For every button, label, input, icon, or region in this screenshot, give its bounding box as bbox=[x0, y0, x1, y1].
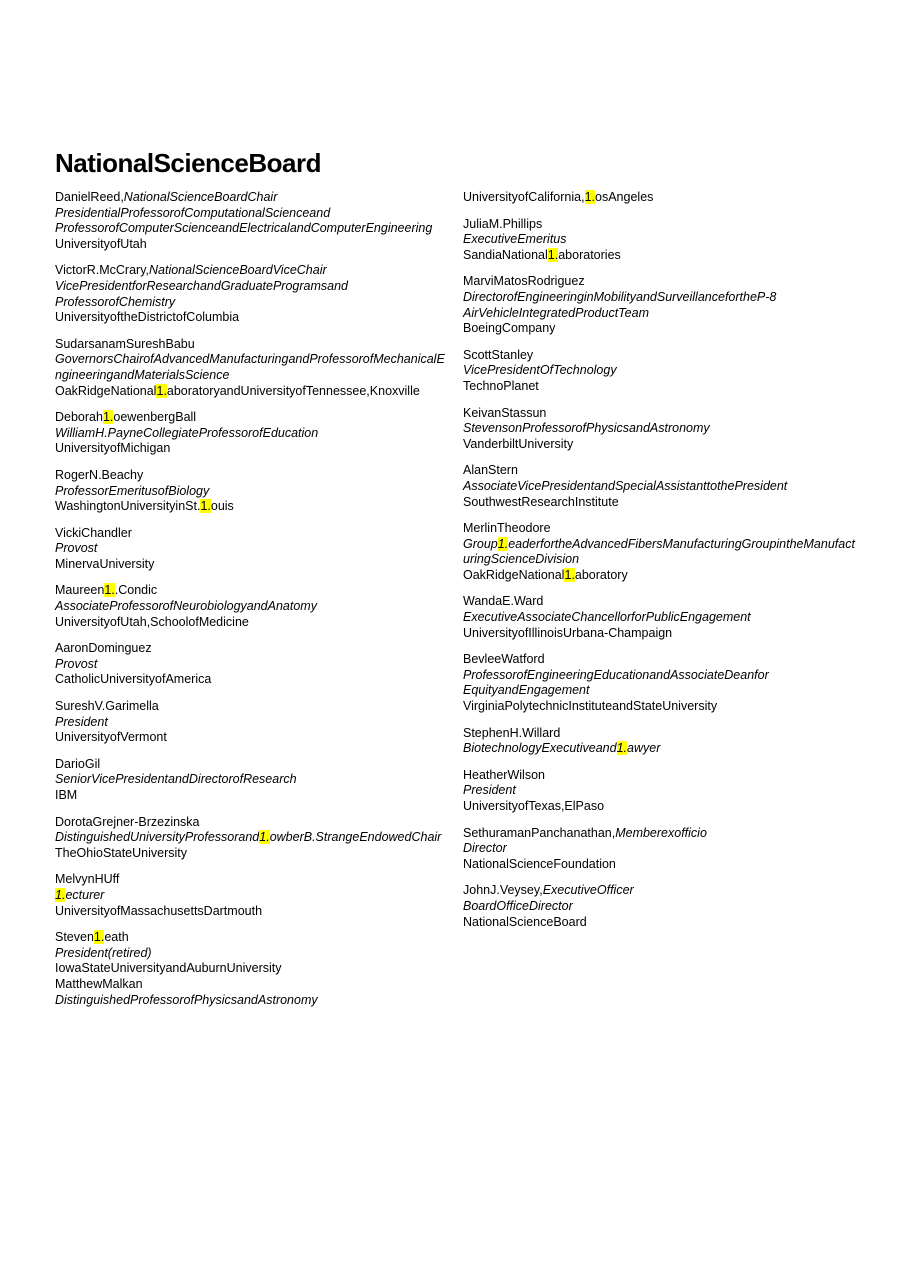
text-segment: Provost bbox=[55, 656, 98, 671]
text-line bbox=[55, 815, 449, 831]
text-line bbox=[463, 883, 857, 899]
text-line bbox=[463, 290, 857, 306]
text-segment: TechnoPlanet bbox=[463, 378, 539, 393]
text-segment: Maureen bbox=[55, 583, 105, 598]
text-line bbox=[463, 783, 857, 799]
text-line bbox=[463, 437, 857, 453]
text-segment: OakRidgeNational bbox=[55, 383, 157, 398]
text-segment: UniversityoftheDistrictofColumbia bbox=[55, 310, 240, 325]
text-line bbox=[55, 583, 449, 599]
text-segment: IowaStateUniversityandAuburnUniversity bbox=[55, 961, 282, 976]
text-segment: ScottStanley bbox=[463, 347, 534, 362]
text-line bbox=[463, 421, 857, 437]
text-segment: eath bbox=[104, 930, 129, 945]
text-segment: SouthwestResearchInstitute bbox=[463, 494, 619, 509]
board-member-entry bbox=[55, 263, 449, 325]
highlighted-text: 1. bbox=[93, 930, 105, 945]
text-segment: owberB.StrangeEndowedChair bbox=[269, 830, 442, 845]
text-line bbox=[55, 830, 449, 846]
text-segment: NationalScienceBoard bbox=[463, 914, 587, 929]
text-segment: JuliaM.Phillips bbox=[463, 216, 543, 231]
text-line bbox=[55, 337, 449, 353]
text-line bbox=[55, 993, 449, 1009]
highlighted-text: 1. bbox=[259, 830, 270, 845]
text-line bbox=[463, 521, 857, 537]
text-segment: WandaE.Ward bbox=[463, 594, 544, 609]
text-segment: President bbox=[463, 783, 516, 798]
text-line bbox=[463, 699, 857, 715]
text-segment: NationalScienceFoundation bbox=[463, 856, 616, 871]
text-line bbox=[55, 263, 449, 279]
text-segment: SureshV.Garimella bbox=[55, 699, 159, 714]
board-member-entry bbox=[463, 826, 857, 873]
text-segment: SeniorVicePresidentandDirectorofResearch bbox=[55, 772, 297, 787]
text-segment: MinervaUniversity bbox=[55, 556, 155, 571]
text-line bbox=[463, 274, 857, 290]
text-segment: osAngeles bbox=[595, 190, 654, 204]
text-segment: HeatherWilson bbox=[463, 767, 545, 782]
text-line bbox=[55, 772, 449, 788]
highlighted-text: 1. bbox=[102, 410, 114, 425]
text-segment: eaderfortheAdvancedFibersManufacturingGroupintheManufacturingScienceDivision bbox=[463, 536, 855, 567]
text-line bbox=[463, 217, 857, 233]
board-member-entry bbox=[55, 583, 449, 630]
text-line bbox=[55, 699, 449, 715]
text-line bbox=[55, 310, 449, 326]
text-line bbox=[55, 715, 449, 731]
board-member-entry bbox=[463, 594, 857, 641]
text-line bbox=[55, 672, 449, 688]
highlighted-text: 1. bbox=[156, 383, 167, 398]
text-segment: UniversityofTexas,ElPaso bbox=[463, 799, 605, 813]
text-line bbox=[55, 410, 449, 426]
board-member-entry bbox=[55, 757, 449, 804]
text-line bbox=[55, 788, 449, 804]
text-line bbox=[55, 904, 449, 920]
text-segment: UniversityofMichigan bbox=[55, 441, 171, 456]
text-segment: GovernorsChairofAdvancedManufacturingandProfessorofMechanicalEngineeringandMaterialsScience bbox=[55, 352, 445, 382]
text-segment: ExecutiveOfficer bbox=[542, 883, 634, 898]
text-line bbox=[55, 961, 449, 977]
text-line bbox=[463, 726, 857, 742]
text-segment: Deborah bbox=[55, 410, 103, 425]
text-segment: oewenbergBall bbox=[113, 410, 197, 425]
text-line bbox=[55, 615, 449, 631]
board-member-entry bbox=[463, 463, 857, 510]
text-segment: UniversityofUtah bbox=[55, 236, 147, 251]
board-member-entry bbox=[463, 348, 857, 395]
text-segment: VicePresidentOfTechnology bbox=[463, 363, 617, 378]
board-member-entry bbox=[463, 768, 857, 815]
board-member-entry bbox=[463, 883, 857, 930]
text-segment: DistinguishedProfessorofPhysicsandAstronomy bbox=[55, 992, 318, 1007]
text-segment: BoardOfficeDirector bbox=[463, 898, 573, 913]
board-member-entry bbox=[463, 217, 857, 264]
board-member-entry bbox=[55, 930, 449, 977]
text-segment: IBM bbox=[55, 788, 78, 802]
text-segment: ouis bbox=[210, 499, 234, 514]
board-member-entry bbox=[463, 521, 857, 583]
text-line bbox=[55, 599, 449, 615]
text-line bbox=[55, 888, 449, 904]
text-segment: DarioGil bbox=[55, 756, 101, 771]
text-segment: WashingtonUniversityinSt. bbox=[55, 499, 201, 514]
text-line bbox=[55, 426, 449, 442]
text-line bbox=[463, 321, 857, 337]
text-line bbox=[55, 846, 449, 862]
text-line bbox=[463, 768, 857, 784]
text-segment: VirginiaPolytechnicInstituteandStateUniversity bbox=[463, 699, 718, 714]
text-segment: MatthewMalkan bbox=[55, 976, 143, 991]
text-segment: NationalScienceBoardViceChair bbox=[149, 263, 327, 278]
text-segment: JohnJ.Veysey, bbox=[463, 883, 543, 898]
text-segment: MerlinTheodore bbox=[463, 521, 551, 536]
text-line bbox=[55, 557, 449, 573]
text-line bbox=[55, 499, 449, 515]
board-member-entry bbox=[463, 652, 857, 714]
board-member-entry bbox=[55, 699, 449, 746]
text-segment: SethuramanPanchanathan, bbox=[463, 825, 616, 840]
board-member-entry bbox=[55, 872, 449, 919]
text-line bbox=[463, 915, 857, 931]
text-line bbox=[463, 306, 857, 322]
text-segment: ExecutiveAssociateChancellorforPublicEngagement bbox=[463, 610, 751, 625]
text-line bbox=[463, 537, 857, 568]
text-segment: aboratory bbox=[574, 567, 628, 582]
text-segment: AlanStern bbox=[463, 463, 518, 478]
text-segment: MelvynHUff bbox=[55, 872, 120, 887]
text-line bbox=[463, 857, 857, 873]
text-segment: Steven bbox=[55, 930, 94, 945]
page-title: NationalScienceBoard bbox=[55, 148, 321, 178]
highlighted-text: 1. bbox=[547, 247, 559, 262]
text-segment: .Condic bbox=[114, 583, 158, 598]
text-line bbox=[463, 379, 857, 395]
text-segment: UniversityofIllinoisUrbana-Champaign bbox=[463, 625, 673, 640]
text-line bbox=[463, 799, 857, 815]
highlighted-text: 1. bbox=[497, 536, 509, 551]
text-segment: EquityandEngagement bbox=[463, 683, 590, 698]
text-line bbox=[55, 237, 449, 253]
text-segment: PresidentialProfessorofComputationalScienceand bbox=[55, 205, 331, 220]
text-line bbox=[55, 468, 449, 484]
text-line bbox=[55, 541, 449, 557]
text-line bbox=[463, 463, 857, 479]
text-line bbox=[463, 363, 857, 379]
text-line bbox=[55, 946, 449, 962]
member-list-columns bbox=[55, 190, 865, 1008]
text-segment: MarviMatosRodriguez bbox=[463, 274, 585, 289]
text-line bbox=[463, 232, 857, 248]
text-segment: Provost bbox=[55, 541, 98, 556]
text-segment: DistinguishedUniversityProfessorand bbox=[55, 830, 260, 845]
board-member-entry bbox=[55, 337, 449, 399]
text-segment: ExecutiveEmeritus bbox=[463, 232, 567, 247]
text-segment: CatholicUniversityofAmerica bbox=[55, 672, 212, 687]
text-line bbox=[463, 495, 857, 511]
text-segment: DirectorofEngineeringinMobilityandSurveillancefortheP-8 bbox=[463, 289, 777, 304]
text-segment: RogerN.Beachy bbox=[55, 467, 144, 482]
text-segment: UniversityofUtah,SchoolofMedicine bbox=[55, 614, 249, 629]
board-member-entry bbox=[463, 406, 857, 453]
text-segment: ecturer bbox=[65, 887, 105, 902]
text-segment: VictorR.McCrary, bbox=[55, 263, 149, 278]
board-member-entry bbox=[463, 726, 857, 757]
text-line bbox=[55, 384, 449, 400]
text-line bbox=[463, 248, 857, 264]
board-member-entry bbox=[55, 468, 449, 515]
text-line bbox=[55, 352, 449, 383]
text-segment: AaronDominguez bbox=[55, 641, 152, 656]
text-line bbox=[463, 348, 857, 364]
text-line bbox=[55, 441, 449, 457]
board-member-entry bbox=[55, 526, 449, 573]
text-line bbox=[463, 594, 857, 610]
column-1 bbox=[55, 190, 449, 1008]
text-line bbox=[55, 730, 449, 746]
text-segment: StephenH.Willard bbox=[463, 725, 561, 740]
text-segment: UniversityofCalifornia, bbox=[463, 190, 585, 204]
text-line bbox=[55, 930, 449, 946]
column-2 bbox=[463, 190, 857, 930]
text-line bbox=[463, 568, 857, 584]
text-line bbox=[55, 221, 449, 237]
board-member-entry bbox=[463, 274, 857, 336]
text-line bbox=[55, 657, 449, 673]
text-line bbox=[463, 479, 857, 495]
text-line bbox=[55, 295, 449, 311]
board-member-entry bbox=[55, 977, 449, 1008]
board-member-entry bbox=[55, 641, 449, 688]
text-line bbox=[55, 526, 449, 542]
text-segment: StevensonProfessorofPhysicsandAstronomy bbox=[463, 421, 710, 436]
text-segment: KeivanStassun bbox=[463, 405, 547, 420]
highlighted-text: 1. bbox=[200, 499, 211, 514]
text-segment: WilliamH.PayneCollegiateProfessorofEducation bbox=[55, 425, 319, 440]
text-segment: AirVehicleIntegratedProductTeam bbox=[463, 305, 649, 320]
text-segment: VanderbiltUniversity bbox=[463, 436, 574, 451]
board-member-entry bbox=[463, 190, 857, 206]
text-line bbox=[463, 668, 857, 684]
text-segment: Group bbox=[463, 536, 498, 551]
text-line bbox=[55, 279, 449, 295]
text-segment: BevleeWatford bbox=[463, 652, 545, 667]
highlighted-text: 1. bbox=[616, 741, 628, 756]
text-segment: UniversityofMassachusettsDartmouth bbox=[55, 903, 263, 918]
text-segment: ProfessorofComputerScienceandElectricalandComputerEngineering bbox=[55, 221, 433, 236]
text-segment: President(retired) bbox=[55, 945, 152, 960]
text-segment: VickiChandler bbox=[55, 525, 132, 540]
board-member-entry bbox=[55, 190, 449, 252]
text-segment: NationalScienceBoardChair bbox=[123, 190, 278, 204]
text-line bbox=[463, 741, 857, 757]
text-line bbox=[463, 899, 857, 915]
text-segment: Memberexofficio bbox=[615, 825, 707, 840]
text-line bbox=[463, 841, 857, 857]
text-line bbox=[463, 826, 857, 842]
text-segment: VicePresidentforResearchandGraduateProgramsand bbox=[55, 278, 348, 293]
highlighted-text: 1. bbox=[564, 567, 575, 582]
text-line bbox=[55, 977, 449, 993]
text-line bbox=[463, 610, 857, 626]
text-segment: President bbox=[55, 714, 108, 729]
text-line bbox=[463, 683, 857, 699]
text-line bbox=[463, 652, 857, 668]
text-segment: SudarsanamSureshBabu bbox=[55, 336, 195, 351]
text-segment: DorotaGrejner-Brzezinska bbox=[55, 814, 200, 829]
text-segment: ProfessorofChemistry bbox=[55, 294, 176, 309]
text-segment: ProfessorEmeritusofBiology bbox=[55, 483, 210, 498]
text-segment: TheOhioStateUniversity bbox=[55, 845, 188, 860]
text-segment: aboratories bbox=[558, 247, 621, 262]
text-segment: aboratoryandUniversityofTennessee,Knoxville bbox=[166, 383, 420, 398]
text-line bbox=[463, 190, 857, 206]
text-segment: UniversityofVermont bbox=[55, 730, 167, 745]
text-segment: DanielReed, bbox=[55, 190, 124, 204]
text-line bbox=[463, 406, 857, 422]
text-line bbox=[55, 872, 449, 888]
text-segment: AssociateVicePresidentandSpecialAssistanttothePresident bbox=[463, 478, 788, 493]
text-segment: awyer bbox=[627, 741, 661, 756]
text-line bbox=[55, 757, 449, 773]
text-segment: SandiaNational bbox=[463, 247, 548, 262]
text-segment: BoeingCompany bbox=[463, 321, 556, 336]
text-segment: AssociateProfessorofNeurobiologyandAnatomy bbox=[55, 599, 317, 614]
board-member-entry bbox=[55, 410, 449, 457]
text-segment: BiotechnologyExecutiveand bbox=[463, 741, 617, 756]
text-segment: Director bbox=[463, 841, 507, 856]
highlighted-text: 1. bbox=[104, 583, 115, 598]
text-line bbox=[55, 190, 449, 206]
highlighted-text: 1. bbox=[584, 190, 596, 204]
text-line bbox=[55, 206, 449, 222]
board-member-entry bbox=[55, 815, 449, 862]
text-line bbox=[55, 484, 449, 500]
highlighted-text: 1. bbox=[55, 887, 66, 902]
text-segment: OakRidgeNational bbox=[463, 567, 565, 582]
text-line bbox=[463, 626, 857, 642]
text-segment: ProfessorofEngineeringEducationandAssociateDeanfor bbox=[463, 667, 769, 682]
text-line bbox=[55, 641, 449, 657]
